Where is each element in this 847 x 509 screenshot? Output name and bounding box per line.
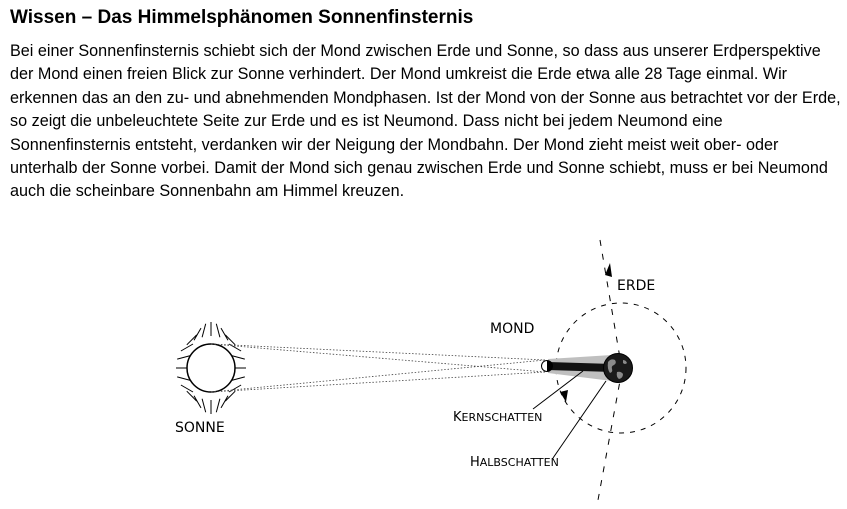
- earth: [604, 354, 633, 383]
- penumbra-label: [470, 455, 559, 470]
- moon-label: MOND: [490, 321, 535, 337]
- umbra-pointer: [533, 371, 583, 409]
- body-paragraph: Bei einer Sonnenfinsternis schiebt sich der Mond zwischen Erde und Sonne, so dass aus unserer Erdperspektive der Mond einen freien Blick zur Sonne verhindert. Der Mond umkreist die Erde etwa alle 28 Tage einmal. Wir erkennen das an den zu- und abnehmenden Mondphasen. Ist der Mond von der Sonne aus betrachtet vor der Erde, so zeigt die unbeleuchtete Seite zur Erde und es ist Neumond. Dass nicht bei jedem Neumond eine Sonnenfinsternis entsteht, verdanken wir der Neigung der Mondbahn. Der Mond zieht meist weit ober- oder unterhalb der Sonne vorbei. Damit der Mond sich genau zwischen Erde und Sonne schiebt, muss er bei Neumond auch die scheinbare Sonnenbahn am Himmel kreuzen.: [10, 42, 841, 201]
- orbit-direction-arrow: [560, 390, 568, 402]
- umbra-label: [453, 410, 542, 425]
- umbra-label-rest: ERNSCHATTEN: [461, 411, 543, 424]
- penumbra-label-rest: ALBSCHATTEN: [479, 456, 559, 469]
- penumbra-label-initial: H: [470, 455, 480, 470]
- earth-label: ERDE: [617, 278, 656, 294]
- page-title: Wissen – Das Himmelsphänomen Sonnenfinsternis: [10, 7, 474, 28]
- sun-disc: [187, 344, 235, 392]
- sun-label: SONNE: [175, 420, 225, 436]
- umbra-label-initial: K: [453, 410, 462, 425]
- light-cone-lines: [211, 344, 545, 392]
- axis-arrow-head: [605, 263, 612, 277]
